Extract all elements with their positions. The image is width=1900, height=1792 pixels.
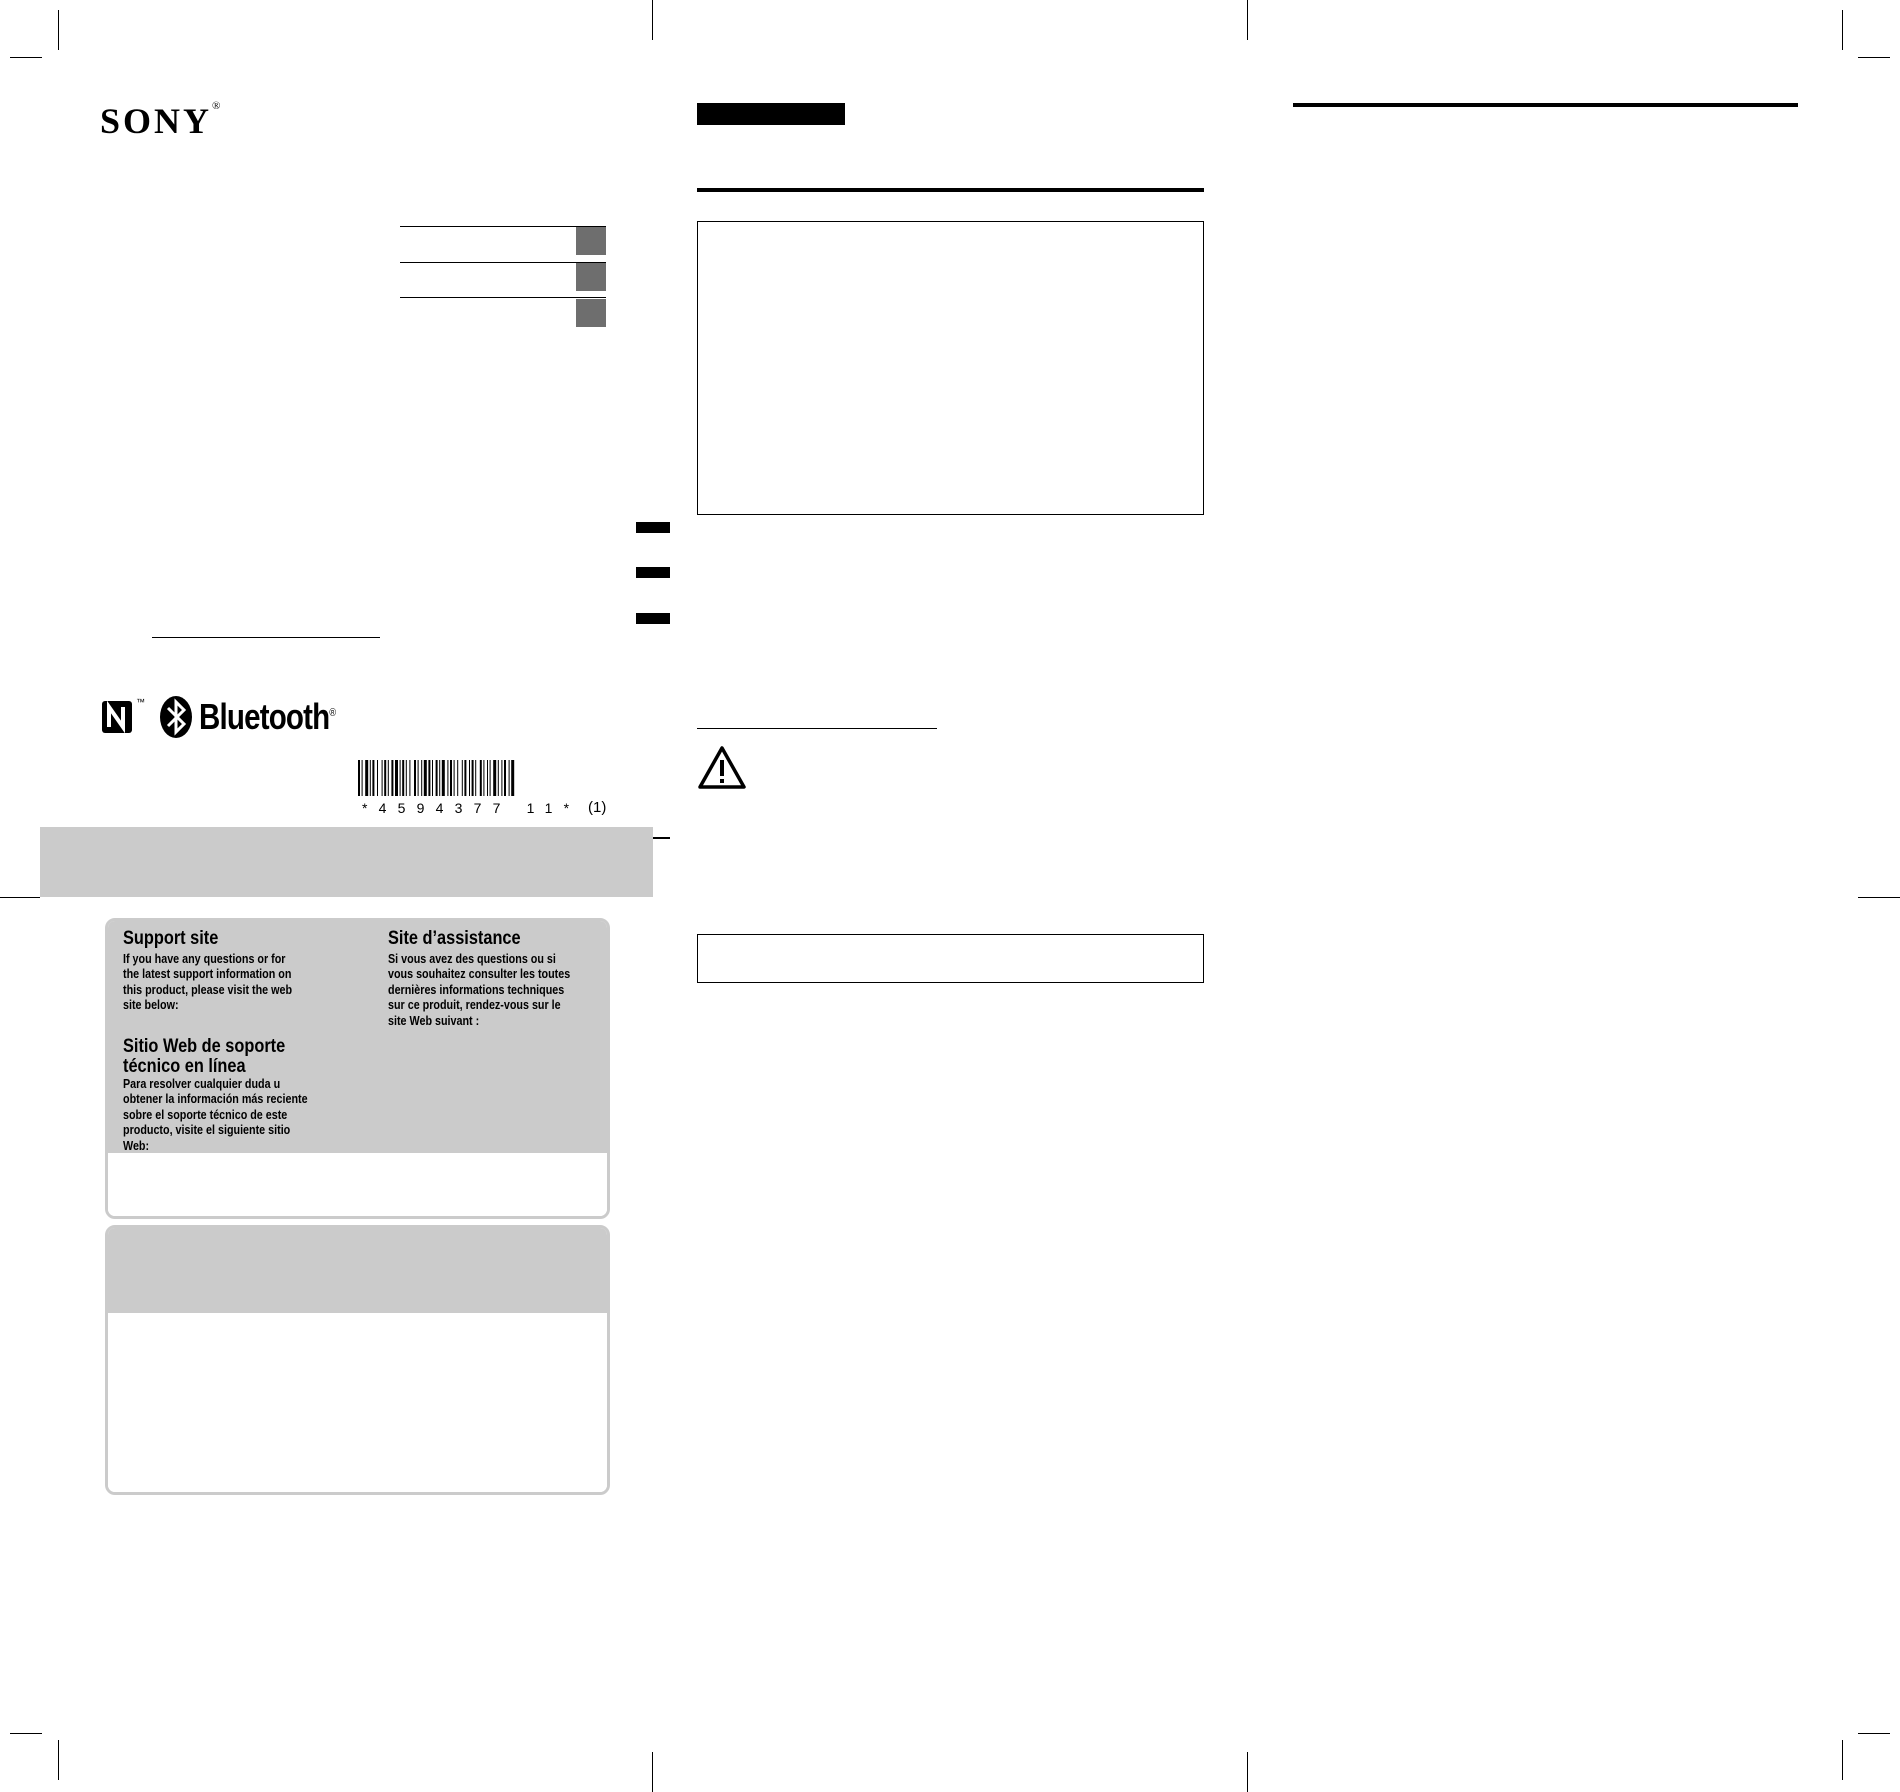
barcode-bar <box>424 760 427 796</box>
crop-mark <box>652 0 653 40</box>
crop-mark <box>10 1733 42 1734</box>
barcode-bar <box>418 760 419 796</box>
barcode-bar <box>391 760 393 796</box>
barcode-number: *4594377 11* <box>362 800 581 816</box>
barcode-bar <box>402 760 404 796</box>
support-fr-text: Si vous avez des questions ou si vous souhaitez consulter les toutes dernières informations techniques sur ce produit, rendez-vous sur le site Web suivant : <box>388 952 571 1028</box>
barcode-bar <box>436 760 438 796</box>
barcode <box>358 760 584 796</box>
barcode-bar <box>504 760 506 796</box>
barcode-bar <box>414 760 416 796</box>
section-heading-rule <box>697 188 1204 192</box>
barcode-bar <box>487 760 488 796</box>
barcode-bar <box>464 760 466 796</box>
nfc-tm: ™ <box>136 697 145 707</box>
support-fr <box>388 929 610 1029</box>
barcode-bar <box>384 760 386 796</box>
language-index-line <box>400 297 606 298</box>
crop-mark <box>1858 57 1890 58</box>
barcode-bar <box>490 760 491 796</box>
bluetooth-rune-icon <box>159 695 193 739</box>
edge-tab <box>636 522 670 533</box>
support-es-title-1: Sitio Web de soporte <box>123 1036 286 1057</box>
barcode-bar <box>372 760 374 796</box>
edge-tab <box>636 567 670 578</box>
support-site-card <box>105 918 610 1219</box>
right-panel-heading-rule <box>1293 103 1798 107</box>
barcode-bar <box>395 760 398 796</box>
certification-logos <box>100 695 365 739</box>
barcode-bar <box>469 760 470 796</box>
crop-mark <box>1858 1733 1890 1734</box>
barcode-bar <box>382 760 383 796</box>
barcode-edition: (1) <box>588 799 607 816</box>
crop-mark <box>1858 897 1900 898</box>
barcode-bar <box>388 760 389 796</box>
caution-notice-box <box>697 934 1204 983</box>
barcode-bar <box>365 760 368 796</box>
support-url-area <box>108 1153 607 1216</box>
support-en <box>123 929 353 1014</box>
crop-mark <box>10 57 42 58</box>
info-card-body <box>108 1313 607 1492</box>
barcode-bar <box>370 760 371 796</box>
barcode-bar <box>457 760 458 796</box>
barcode-bar <box>483 760 484 796</box>
bluetooth-wordmark: Bluetooth® <box>199 696 336 737</box>
barcode-bar <box>480 760 482 796</box>
barcode-bar <box>442 760 445 796</box>
barcode-bar <box>447 760 448 796</box>
crop-mark <box>1842 1740 1843 1780</box>
barcode-bar <box>400 760 401 796</box>
barcode-bar <box>450 760 452 796</box>
language-label-bar <box>697 103 845 125</box>
barcode-bar <box>421 760 422 796</box>
support-en-text: If you have any questions or for the latest support information on this product, please visit the web site below: <box>123 952 293 1013</box>
info-card-header <box>108 1228 607 1313</box>
barcode-bar <box>472 760 474 796</box>
barcode-bar <box>498 760 499 796</box>
model-underline <box>152 637 380 638</box>
barcode-bar <box>362 760 363 796</box>
crop-mark <box>1842 10 1843 50</box>
support-es-text: Para resolver cualquier duda u obtener la información más reciente sobre el soporte técnico de este producto, visite el siguiente sitio Web: <box>123 1077 308 1153</box>
info-card <box>105 1225 610 1495</box>
crop-mark <box>0 897 40 898</box>
sony-logo: SONY® <box>100 100 221 141</box>
support-card-header <box>108 921 607 1153</box>
support-fr-title: Site d’assistance <box>388 928 521 949</box>
barcode-bar <box>428 760 430 796</box>
warning-notice-box <box>697 221 1204 515</box>
language-index-tab <box>576 263 606 291</box>
support-es <box>123 1037 353 1154</box>
barcode-bar <box>501 760 502 796</box>
support-en-title: Support site <box>123 928 219 949</box>
barcode-bar <box>406 760 407 796</box>
crop-mark <box>58 10 59 50</box>
language-index-tab <box>576 299 606 327</box>
language-index-tab <box>576 227 606 255</box>
crop-mark <box>1247 1752 1248 1792</box>
barcode-bar <box>454 760 455 796</box>
edge-tab <box>636 613 670 624</box>
support-es-title-2: técnico en línea <box>123 1056 246 1077</box>
barcode-bar <box>462 760 463 796</box>
grey-band <box>40 827 653 897</box>
subsection-rule <box>697 728 937 729</box>
crop-mark <box>58 1740 59 1780</box>
warning-triangle-icon <box>697 745 747 790</box>
barcode-bar <box>358 760 360 796</box>
barcode-bar <box>409 760 410 796</box>
barcode-bar <box>509 760 510 796</box>
barcode-bar <box>493 760 496 796</box>
crop-mark <box>1247 0 1248 40</box>
barcode-bar <box>439 760 440 796</box>
barcode-bar <box>511 760 514 796</box>
barcode-bar <box>432 760 433 796</box>
nfc-n-mark-icon <box>100 697 136 737</box>
crop-mark <box>652 1752 653 1792</box>
barcode-bar <box>475 760 476 796</box>
barcode-bar <box>377 760 378 796</box>
